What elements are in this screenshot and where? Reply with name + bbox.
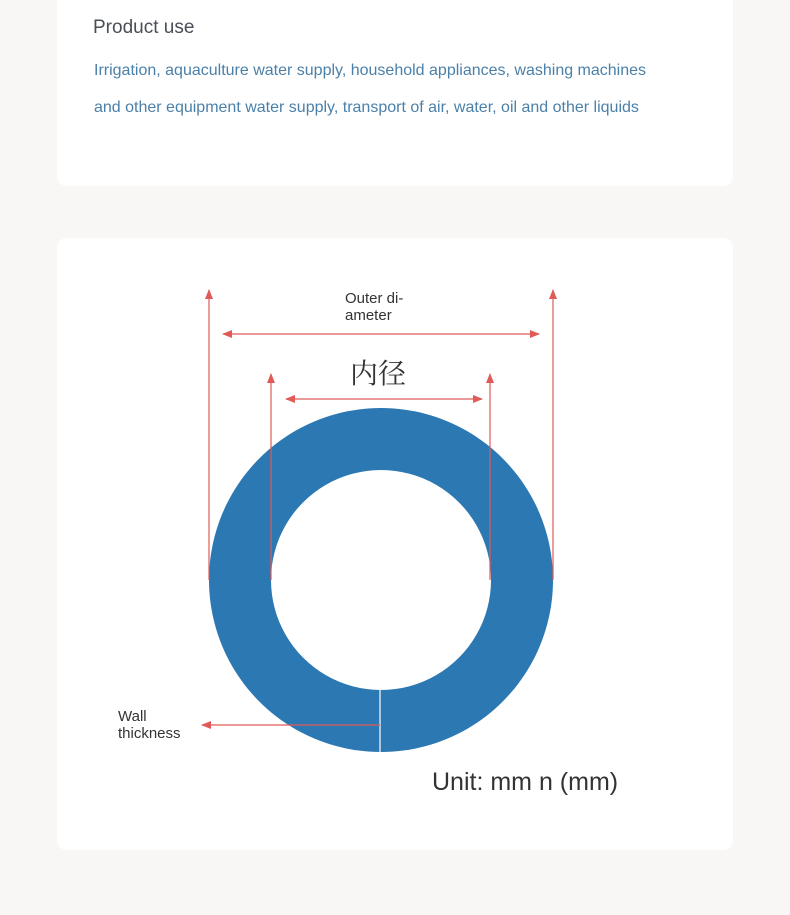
product-use-line-2: and other equipment water supply, transport of air, water, oil and other liquids bbox=[94, 99, 639, 116]
unit-label: Unit: mm n (mm) bbox=[432, 768, 619, 796]
outer-diameter-label-line-2: ameter bbox=[345, 307, 392, 324]
wall-thickness-label-line-1: Wall bbox=[118, 708, 147, 725]
inner-diameter-label: 内径 bbox=[350, 358, 407, 389]
outer-diameter-label-line-1: Outer di- bbox=[345, 290, 404, 307]
tube-ring bbox=[209, 408, 553, 752]
wall-thickness-label-line-2: thickness bbox=[118, 725, 181, 742]
product-use-line-1: Irrigation, aquaculture water supply, household appliances, washing machines bbox=[94, 62, 647, 79]
product-use-title: Product use bbox=[93, 17, 195, 38]
